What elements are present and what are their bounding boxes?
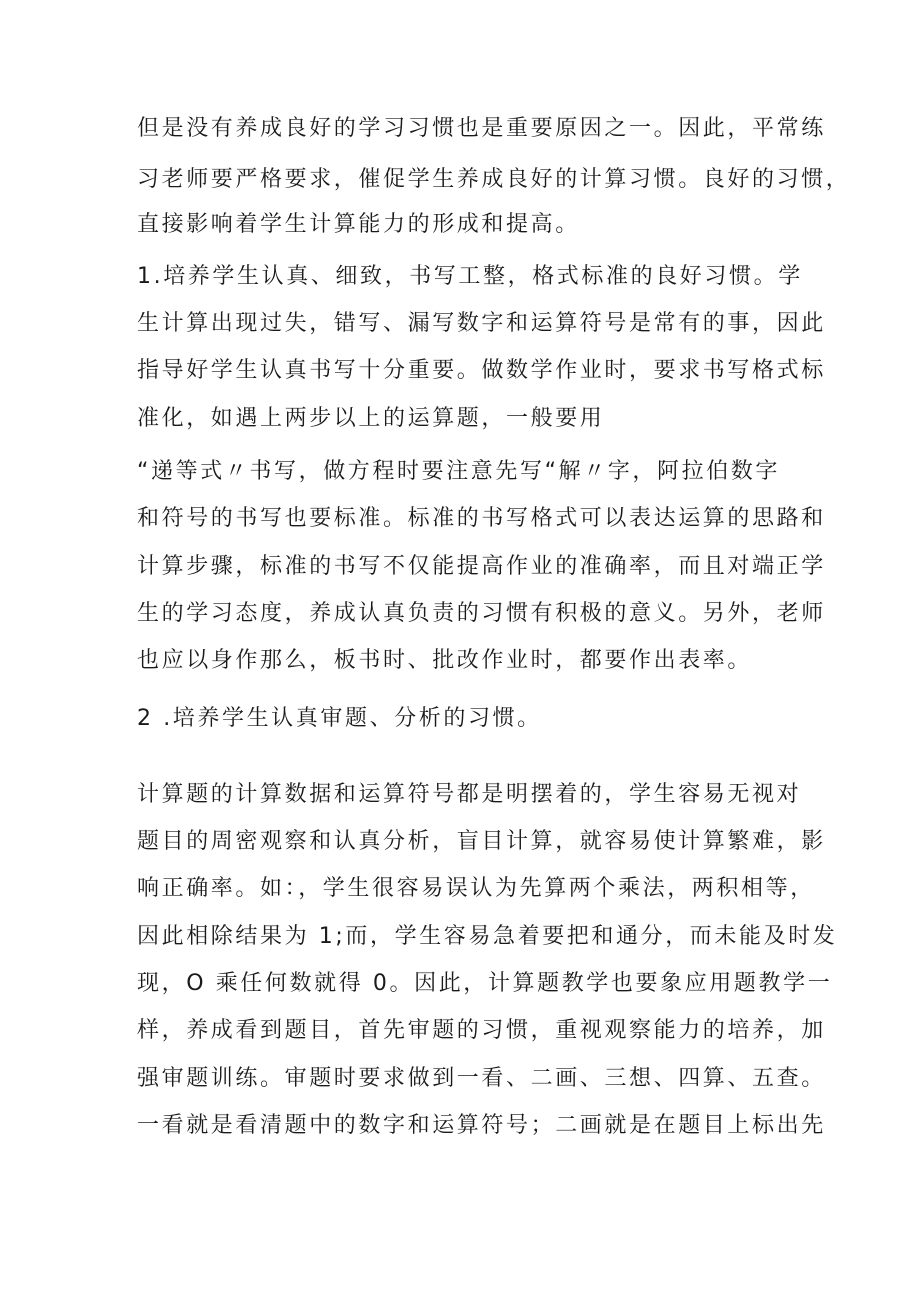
paragraph-line: 也应以身作那么，板书时、批改作业时，都要作出表率。: [137, 648, 753, 673]
paragraph-line: 样，养成看到题目，首先审题的习惯，重视观察能力的培养，加: [137, 1018, 826, 1043]
paragraph-line: 一看就是看清题中的数字和运算符号；二画就是在题目上标出先: [137, 1113, 826, 1138]
paragraph-line: 强审题训练。审题时要求做到一看、二画、三想、四算、五查。: [137, 1066, 826, 1091]
paragraph-line: 生计算出现过失，错写、漏写数字和运算符号是常有的事，因此: [137, 311, 826, 336]
paragraph-line: 题目的周密观察和认真分析，盲目计算，就容易使计算繁难，影: [137, 829, 826, 854]
paragraph-line: “递等式〃书写，做方程时要注意先写“解〃字，阿拉伯数字: [137, 459, 780, 484]
section-heading: 2 .培养学生认真审题、分析的习惯。: [137, 706, 542, 731]
paragraph-line: 直接影响着学生计算能力的形成和提高。: [137, 212, 580, 237]
paragraph-line: 因此相除结果为 1;而，学生容易急着要把和通分，而未能及时发: [137, 924, 838, 949]
paragraph-line: 和符号的书写也要标准。标准的书写格式可以表达运算的思路和: [137, 506, 826, 531]
paragraph-line: 习老师要严格要求，催促学生养成良好的计算习惯。良好的习惯，: [137, 167, 851, 192]
paragraph-line: 现，O 乘任何数就得 0。因此，计算题教学也要象应用题教学一: [137, 971, 833, 996]
paragraph-line: 响正确率。如：，学生很容易误认为先算两个乘法，两积相等，: [137, 876, 815, 901]
paragraph-line: 指导好学生认真书写十分重要。做数学作业时，要求书写格式标: [137, 358, 826, 383]
paragraph-line: 生的学习态度，养成认真负责的习惯有积极的意义。另外，老师: [137, 601, 826, 626]
paragraph-line: 计算题的计算数据和运算符号都是明摆着的，学生容易无视对: [137, 782, 802, 807]
paragraph-line: 计算步骤，标准的书写不仅能提高作业的准确率，而且对端正学: [137, 554, 826, 579]
paragraph-line: 准化，如遇上两步以上的运算题，一般要用: [137, 406, 605, 431]
paragraph-line: 但是没有养成良好的学习习惯也是重要原因之一。因此，平常练: [137, 116, 826, 141]
paragraph-line: 1.培养学生认真、细致，书写工整，格式标准的良好习惯。学: [137, 264, 803, 289]
